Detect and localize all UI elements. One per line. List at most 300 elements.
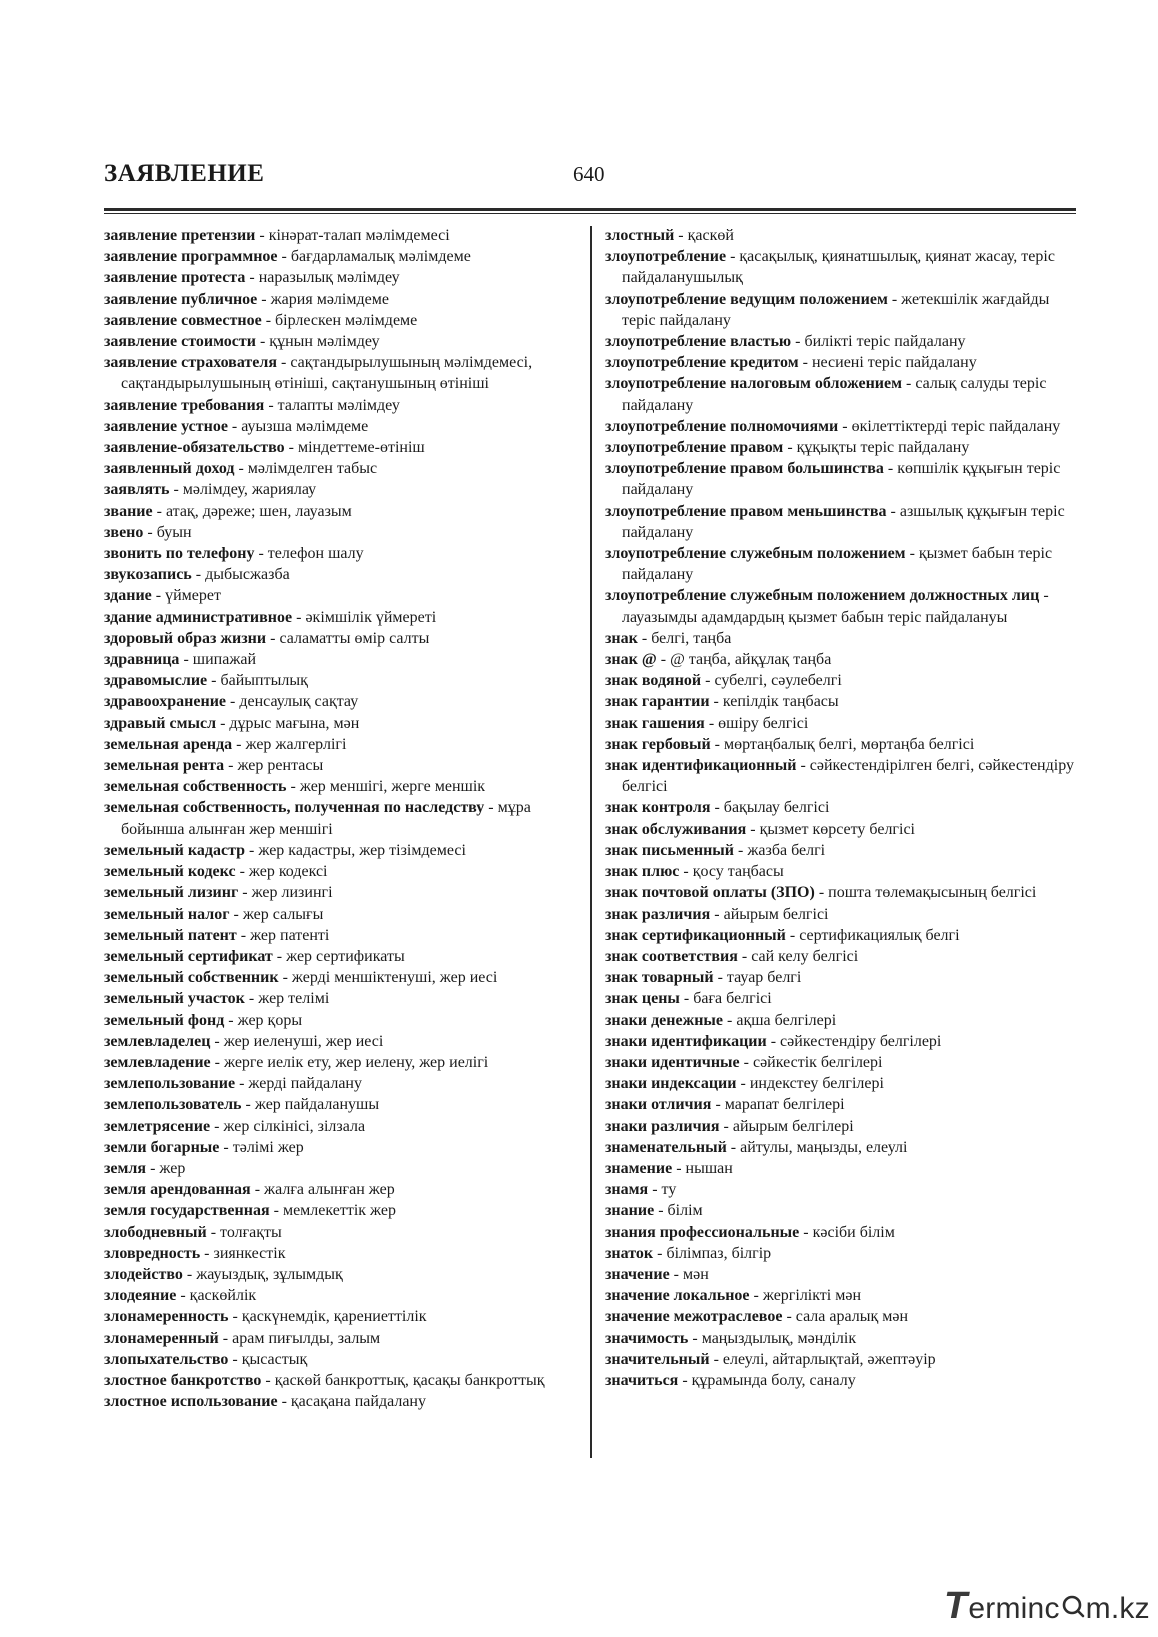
entry-definition: - қаскөй xyxy=(674,227,734,244)
entry-term: знаки идентификации xyxy=(605,1032,767,1050)
entry-definition: - саламатты өмір салты xyxy=(266,629,430,647)
left-column xyxy=(104,225,584,1412)
dictionary-entry xyxy=(104,1116,584,1137)
entry-term: заявление страхователя xyxy=(104,354,277,372)
entry-term: заявление-обязательство xyxy=(104,439,285,457)
entry-definition: - айтулы, маңызды, елеулі xyxy=(726,1138,908,1156)
entry-term: знания профессиональные xyxy=(605,1223,800,1241)
entry-definition: - шипажай xyxy=(179,651,257,669)
dictionary-entry xyxy=(605,1031,1077,1052)
dictionary-entry xyxy=(605,988,1077,1009)
entry-term: знак гербовый xyxy=(605,735,711,753)
dictionary-entry xyxy=(605,1010,1077,1031)
entry-term: знак сертификационный xyxy=(605,926,786,944)
magnifier-icon xyxy=(1061,1594,1085,1618)
entry-definition: - жер кодексі xyxy=(235,863,328,881)
entry-term: злободневный xyxy=(104,1223,207,1241)
entry-term: заявление программное xyxy=(104,248,278,266)
dictionary-entry xyxy=(605,1243,1077,1264)
entry-term: звукозапись xyxy=(104,566,192,584)
entry-definition: - жария мәлімдеме xyxy=(257,290,389,308)
entry-term: здравомыслие xyxy=(104,672,208,690)
entry-definition: - елеулі, айтарлықтай, әжептәуір xyxy=(709,1350,936,1368)
dictionary-entry xyxy=(605,925,1077,946)
entry-definition: - құқықты теріс пайдалану xyxy=(783,439,970,457)
entry-term: знание xyxy=(605,1202,655,1220)
dictionary-entry xyxy=(605,1306,1077,1327)
dictionary-entry xyxy=(605,670,1077,691)
entry-term: знак цены xyxy=(605,990,680,1008)
entry-term: знаки денежные xyxy=(605,1011,724,1029)
entry-term: заявление требования xyxy=(104,396,265,414)
entry-definition: - жазба белгі xyxy=(734,841,826,859)
entry-term: здание xyxy=(104,587,152,605)
entry-definition: - бірлескен мәлімдеме xyxy=(261,311,418,329)
entry-term: знаток xyxy=(605,1244,654,1262)
entry-term: заявленный доход xyxy=(104,460,235,478)
dictionary-entry xyxy=(104,776,584,797)
dictionary-entry xyxy=(605,1222,1077,1243)
entry-term: злоупотребление властью xyxy=(605,333,792,351)
dictionary-entry xyxy=(104,1306,584,1327)
entry-definition: - жер жалгерлігі xyxy=(232,735,347,753)
dictionary-entry xyxy=(605,1370,1077,1391)
entry-term: злоупотребление ведущим положением xyxy=(605,290,888,308)
dictionary-entry xyxy=(605,861,1077,882)
entry-term: земельная рента xyxy=(104,757,225,775)
dictionary-entry xyxy=(104,1200,584,1221)
dictionary-entry xyxy=(605,1137,1077,1158)
dictionary-entry xyxy=(104,1222,584,1243)
dictionary-entry xyxy=(605,1285,1077,1306)
entry-definition: - жауыздық, зұлымдық xyxy=(182,1265,343,1283)
entry-term: заявление стоимости xyxy=(104,333,256,351)
dictionary-entry xyxy=(104,289,584,310)
entry-definition: - жер патенті xyxy=(236,926,330,944)
entry-definition: - жер лизингі xyxy=(238,884,333,902)
dictionary-entry xyxy=(104,1073,584,1094)
dictionary-entry xyxy=(605,585,1077,627)
entry-definition: - кепілдік таңбасы xyxy=(709,693,839,711)
entry-definition: - сақтандырылушының мәлімдемесі, сақтандырылушының өтініші, сақтанушының өтініші xyxy=(121,354,537,393)
dictionary-entry xyxy=(605,649,1077,670)
entry-definition: - @ таңба, айқұлақ таңба xyxy=(656,651,832,669)
entry-term: злостный xyxy=(605,227,675,244)
entry-definition: - субелгі, сәулебелгі xyxy=(701,672,842,690)
dictionary-entry xyxy=(605,755,1077,797)
dictionary-entry xyxy=(605,225,1077,246)
entry-term: злоупотребление xyxy=(605,248,727,266)
dictionary-entry xyxy=(104,1349,584,1370)
entry-term: злопыхательство xyxy=(104,1350,229,1368)
entry-term: злонамеренность xyxy=(104,1308,229,1326)
dictionary-entry xyxy=(605,501,1077,543)
entry-term: злодеяние xyxy=(104,1287,177,1305)
entry-definition: - жерді пайдалану xyxy=(235,1075,362,1093)
dictionary-entry xyxy=(104,946,584,967)
entry-term: земельный сертификат xyxy=(104,947,273,965)
entry-term: знак @ xyxy=(605,651,657,669)
entry-term: земельный патент xyxy=(104,926,237,944)
entry-definition: - жалға алынған жер xyxy=(250,1181,395,1199)
dictionary-entry xyxy=(104,416,584,437)
entry-term: земельная собственность, полученная по наследству xyxy=(104,799,485,817)
entry-term: звонить по телефону xyxy=(104,545,255,563)
dictionary-entry xyxy=(104,925,584,946)
entry-term: заявление претензии xyxy=(104,227,256,244)
entry-definition: - жер меншігі, жерге меншік xyxy=(286,778,486,796)
entry-definition: - несиені теріс пайдалану xyxy=(798,354,977,372)
entry-term: земельный фонд xyxy=(104,1011,225,1029)
dictionary-entry xyxy=(104,1285,584,1306)
entry-definition: - кәсіби білім xyxy=(799,1223,895,1241)
entry-term: заявление протеста xyxy=(104,269,246,287)
dictionary-entry xyxy=(605,691,1077,712)
dictionary-entry xyxy=(104,755,584,776)
page-number: 640 xyxy=(573,162,605,186)
entry-term: заявление устное xyxy=(104,417,228,435)
entry-term: земельный кадастр xyxy=(104,841,246,859)
dictionary-entry xyxy=(104,246,584,267)
dictionary-entry xyxy=(104,310,584,331)
dictionary-entry xyxy=(104,670,584,691)
entry-definition: - мәлімделген табыс xyxy=(234,460,378,478)
entry-term: земельный кодекс xyxy=(104,863,236,881)
entry-definition: - жетекшілік жағдайды теріс пайдалану xyxy=(622,290,1054,329)
dictionary-entry xyxy=(104,1158,584,1179)
entry-term: злостное банкротство xyxy=(104,1371,262,1389)
dictionary-entry xyxy=(605,1116,1077,1137)
dictionary-entry xyxy=(605,1094,1077,1115)
entry-definition: - байыптылық xyxy=(207,672,308,690)
entry-definition: - салық салуды теріс пайдалану xyxy=(622,375,1051,414)
entry-definition: - индекстеу белгілері xyxy=(736,1075,884,1093)
dictionary-entry xyxy=(104,479,584,500)
entry-definition: - білімпаз, білгір xyxy=(653,1244,772,1262)
entry-definition: - мөртаңбалық белгі, мөртаңба белгісі xyxy=(710,735,975,753)
entry-definition: - қаскөйлік xyxy=(176,1287,257,1305)
entry-term: знаки идентичные xyxy=(605,1053,740,1071)
dictionary-entry xyxy=(104,1052,584,1073)
dictionary-entry xyxy=(104,1094,584,1115)
entry-term: злоупотребление кредитом xyxy=(605,354,799,372)
entry-term: землепользование xyxy=(104,1075,236,1093)
entry-term: звание xyxy=(104,502,153,520)
dictionary-entry xyxy=(104,1264,584,1285)
entry-term: знак идентификационный xyxy=(605,757,797,775)
entry-definition: - маңыздылық, мәнділік xyxy=(688,1329,857,1347)
entry-term: земля арендованная xyxy=(104,1181,251,1199)
entry-definition: - қызмет көрсету белгісі xyxy=(746,820,915,838)
entry-definition: - жер иеленуші, жер иесі xyxy=(210,1032,384,1050)
entry-term: заявлять xyxy=(104,481,170,499)
dictionary-entry xyxy=(104,1328,584,1349)
dictionary-entry xyxy=(605,882,1077,903)
dictionary-entry xyxy=(605,1328,1077,1349)
header-rule xyxy=(104,208,1076,211)
entry-term: здравоохранение xyxy=(104,693,227,711)
dictionary-entry xyxy=(605,1349,1077,1370)
entry-definition: - билікті теріс пайдалану xyxy=(791,333,966,351)
entry-definition: - мұра бойынша алынған жер меншігі xyxy=(121,799,535,838)
entry-term: земли богарные xyxy=(104,1138,220,1156)
entry-definition: - сертификациялық белгі xyxy=(785,926,960,944)
dictionary-entry xyxy=(104,882,584,903)
entry-term: значение xyxy=(605,1265,670,1283)
dictionary-entry xyxy=(605,543,1077,585)
entry-definition: - сәйкестендірілген белгі, сәйкестендіру белгісі xyxy=(622,757,1078,796)
entry-term: заявление публичное xyxy=(104,290,258,308)
entry-definition: - қаскүнемдік, қарениеттілік xyxy=(228,1308,427,1326)
entry-term: землепользователь xyxy=(104,1096,242,1114)
logo-text-middle: ermin xyxy=(968,1592,1045,1625)
entry-definition: - денсаулық сақтау xyxy=(226,693,359,711)
dictionary-entry xyxy=(605,1052,1077,1073)
entry-term: злоупотребление налоговым обложением xyxy=(605,375,903,393)
entry-term: земельный лизинг xyxy=(104,884,239,902)
logo-text-c: c xyxy=(1044,1592,1060,1625)
entry-definition: - жергілікті мән xyxy=(749,1287,862,1305)
logo-text-end: m.kz xyxy=(1085,1592,1150,1625)
entry-definition: - міндеттеме-өтініш xyxy=(284,439,425,457)
entry-term: земельная собственность xyxy=(104,778,287,796)
entry-term: знак товарный xyxy=(605,969,714,987)
dictionary-entry xyxy=(104,628,584,649)
dictionary-entry xyxy=(104,988,584,1009)
dictionary-entry xyxy=(104,458,584,479)
entry-term: знак различия xyxy=(605,905,711,923)
dictionary-entry xyxy=(104,1370,584,1391)
entry-definition: - тауар белгі xyxy=(713,969,802,987)
dictionary-entry xyxy=(605,416,1077,437)
dictionary-entry xyxy=(104,840,584,861)
entry-term: здравый смысл xyxy=(104,714,217,732)
dictionary-entry xyxy=(104,501,584,522)
entry-definition: - жер сілкінісі, зілзала xyxy=(210,1117,366,1135)
page-headword: ЗАЯВЛЕНИЕ xyxy=(104,160,265,187)
dictionary-entry xyxy=(104,904,584,925)
entry-definition: - сала аралық мән xyxy=(782,1308,909,1326)
entry-definition: - жер салығы xyxy=(229,905,324,923)
dictionary-entry xyxy=(104,1391,584,1412)
entry-definition: - мәлімдеу, жариялау xyxy=(169,481,317,499)
entry-term: злонамеренный xyxy=(104,1329,219,1347)
entry-term: значиться xyxy=(605,1371,679,1389)
entry-definition: - ақша белгілері xyxy=(723,1011,837,1029)
entry-definition: - үймерет xyxy=(151,587,221,605)
entry-definition: - лауазымды адамдардың қызмет бабын теріс пайдалануы xyxy=(622,587,1053,626)
dictionary-entry xyxy=(104,797,584,839)
dictionary-entry xyxy=(104,691,584,712)
dictionary-entry xyxy=(605,797,1077,818)
dictionary-entry xyxy=(104,395,584,416)
entry-definition: - кінәрат-талап мәлімдемесі xyxy=(255,227,450,244)
entry-definition: - қасақылық, қиянатшылық, қиянат жасау, теріс пайдаланушылық xyxy=(622,248,1059,287)
entry-term: знак обслуживания xyxy=(605,820,747,838)
dictionary-entry xyxy=(104,522,584,543)
entry-definition: - марапат белгілері xyxy=(711,1096,845,1114)
entry-term: знак контроля xyxy=(605,799,711,817)
entry-term: земельный участок xyxy=(104,990,245,1008)
entry-term: знак плюс xyxy=(605,863,680,881)
entry-term: значимость xyxy=(605,1329,689,1347)
entry-definition: - жерге иелік ету, жер иелену, жер иелігі xyxy=(210,1053,489,1071)
entry-definition: - бағдарламалық мәлімдеме xyxy=(277,248,471,266)
dictionary-entry xyxy=(605,1200,1077,1221)
dictionary-entry xyxy=(104,437,584,458)
entry-definition: - көпшілік құқығын теріс пайдалану xyxy=(622,460,1065,499)
dictionary-entry xyxy=(605,734,1077,755)
dictionary-entry xyxy=(605,289,1077,331)
dictionary-entry xyxy=(605,1264,1077,1285)
entry-term: злоупотребление полномочиями xyxy=(605,417,839,435)
entry-definition: - нышан xyxy=(672,1159,733,1177)
entry-definition: - наразылық мәлімдеу xyxy=(245,269,400,287)
dictionary-entry xyxy=(605,819,1077,840)
entry-definition: - қысастық xyxy=(228,1350,308,1368)
entry-term: злоупотребление правом xyxy=(605,439,784,457)
entry-term: здоровый образ жизни xyxy=(104,629,267,647)
dictionary-entry xyxy=(605,946,1077,967)
dictionary-entry xyxy=(104,1010,584,1031)
entry-definition: - дұрыс мағына, мән xyxy=(216,714,360,732)
entry-term: знамение xyxy=(605,1159,673,1177)
dictionary-entry xyxy=(605,967,1077,988)
entry-definition: - жер кадастры, жер тізімдемесі xyxy=(245,841,466,859)
entry-term: земля государственная xyxy=(104,1202,270,1220)
entry-term: знак соответствия xyxy=(605,947,738,965)
entry-definition: - телефон шалу xyxy=(254,545,364,563)
entry-definition: - ауызша мәлімдеме xyxy=(227,417,369,435)
dictionary-entry xyxy=(104,1137,584,1158)
entry-definition: - тәлімі жер xyxy=(219,1138,304,1156)
dictionary-entry xyxy=(104,861,584,882)
dictionary-entry xyxy=(104,967,584,988)
entry-definition: - сәйкестендіру белгілері xyxy=(766,1032,942,1050)
dictionary-entry xyxy=(104,734,584,755)
entry-term: заявление совместное xyxy=(104,311,262,329)
entry-definition: - жер xyxy=(146,1159,186,1177)
entry-term: злоупотребление служебным положением должностных лиц xyxy=(605,587,1040,605)
entry-definition: - азшылық құқығын теріс пайдалану xyxy=(622,502,1069,541)
entry-term: знак водяной xyxy=(605,672,702,690)
entry-definition: - атақ, дәреже; шен, лауазым xyxy=(152,502,352,520)
entry-definition: - жер пайдаланушы xyxy=(241,1096,380,1114)
dictionary-entry xyxy=(104,1031,584,1052)
entry-term: значение межотраслевое xyxy=(605,1308,783,1326)
entry-term: знаменательный xyxy=(605,1138,727,1156)
entry-definition: - мемлекеттік жер xyxy=(269,1202,396,1220)
entry-definition: - мән xyxy=(669,1265,709,1283)
entry-definition: - әкімшілік үймереті xyxy=(292,608,437,626)
entry-term: земля xyxy=(104,1159,147,1177)
dictionary-entry xyxy=(104,585,584,606)
entry-definition: - пошта төлемақысының белгісі xyxy=(814,884,1037,902)
entry-term: знаки различия xyxy=(605,1117,720,1135)
dictionary-entry xyxy=(104,1179,584,1200)
entry-term: земельный налог xyxy=(104,905,230,923)
entry-definition: - ту xyxy=(648,1181,677,1199)
entry-term: значение локальное xyxy=(605,1287,750,1305)
entry-definition: - қосу таңбасы xyxy=(679,863,784,881)
entry-definition: - буын xyxy=(143,523,192,541)
entry-term: земельный собственник xyxy=(104,969,279,987)
entry-term: знаки индексации xyxy=(605,1075,737,1093)
right-column xyxy=(605,225,1077,1391)
entry-term: злоупотребление правом большинства xyxy=(605,460,884,478)
entry-definition: - зиянкестік xyxy=(200,1244,286,1262)
dictionary-entry xyxy=(605,1179,1077,1200)
entry-definition: - бақылау белгісі xyxy=(710,799,830,817)
entry-definition: - білім xyxy=(654,1202,703,1220)
dictionary-entry xyxy=(104,225,584,246)
entry-definition: - сай келу белгісі xyxy=(737,947,859,965)
entry-term: земельная аренда xyxy=(104,735,233,753)
entry-definition: - қасақана пайдалану xyxy=(277,1393,426,1411)
entry-definition: - қаскөй банкроттық, қасақы банкроттық xyxy=(261,1371,545,1389)
entry-term: злоупотребление служебным положением xyxy=(605,545,906,563)
entry-definition: - белгі, таңба xyxy=(637,629,732,647)
logo-letter-t: T xyxy=(944,1585,968,1627)
entry-term: знак гарантии xyxy=(605,693,710,711)
dictionary-entry xyxy=(605,246,1077,288)
entry-term: здравница xyxy=(104,651,180,669)
entry-definition: - баға белгісі xyxy=(679,990,772,1008)
dictionary-entry xyxy=(605,373,1077,415)
entry-definition: - талапты мәлімдеу xyxy=(264,396,400,414)
entry-term: знамя xyxy=(605,1181,649,1199)
entry-term: звено xyxy=(104,523,144,541)
dictionary-entry xyxy=(605,628,1077,649)
dictionary-entry xyxy=(605,713,1077,734)
entry-term: знаки отличия xyxy=(605,1096,712,1114)
entry-term: значительный xyxy=(605,1350,710,1368)
dictionary-entry xyxy=(104,331,584,352)
entry-definition: - жерді меншіктенуші, жер иесі xyxy=(278,969,498,987)
entry-definition: - дыбысжазба xyxy=(191,566,290,584)
entry-term: злостное использование xyxy=(104,1393,278,1411)
entry-term: знак гашения xyxy=(605,714,705,732)
entry-term: злодейство xyxy=(104,1265,183,1283)
entry-definition: - жер сертификаты xyxy=(272,947,405,965)
entry-definition: - айырым белгісі xyxy=(710,905,829,923)
entry-term: землевладелец xyxy=(104,1032,211,1050)
entry-definition: - сәйкестік белгілері xyxy=(739,1053,883,1071)
entry-definition: - өшіру белгісі xyxy=(704,714,809,732)
dictionary-entry xyxy=(104,543,584,564)
dictionary-entry xyxy=(104,564,584,585)
entry-definition: - жер қоры xyxy=(224,1011,303,1029)
dictionary-entry xyxy=(104,352,584,394)
dictionary-entry xyxy=(605,1158,1077,1179)
dictionary-entry xyxy=(605,1073,1077,1094)
termincom-logo[interactable] xyxy=(944,1585,1150,1628)
entry-term: знак почтовой оплаты (ЗПО) xyxy=(605,884,815,902)
entry-term: здание административное xyxy=(104,608,293,626)
dictionary-entry xyxy=(104,649,584,670)
entry-definition: - жер телімі xyxy=(244,990,330,1008)
entry-definition: - толғақты xyxy=(206,1223,282,1241)
dictionary-entry xyxy=(605,904,1077,925)
dictionary-entry xyxy=(605,331,1077,352)
dictionary-entry xyxy=(605,840,1077,861)
dictionary-entry xyxy=(605,437,1077,458)
entry-definition: - өкілеттіктерді теріс пайдалану xyxy=(838,417,1061,435)
entry-definition: - айырым белгілері xyxy=(719,1117,854,1135)
entry-term: землевладение xyxy=(104,1053,211,1071)
dictionary-entry xyxy=(605,352,1077,373)
entry-term: злоупотребление правом меньшинства xyxy=(605,502,887,520)
